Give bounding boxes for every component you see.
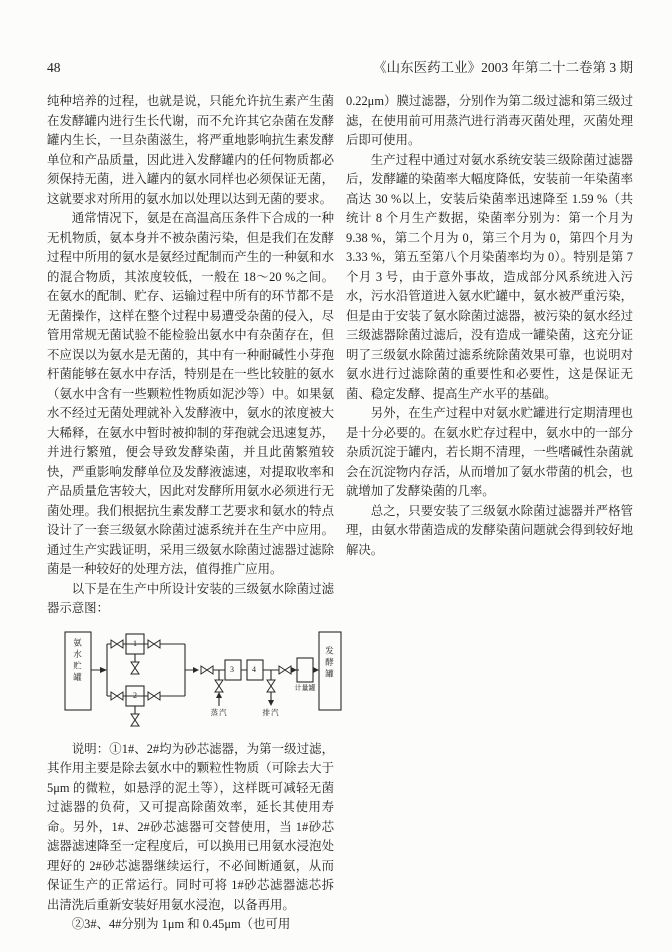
filter-3-label: 3 bbox=[230, 664, 234, 674]
paragraph-production-results: 生产过程中通过对氨水系统安装三级除菌过滤器后，发酵罐的染菌率大幅度降低，安装前一年染菌率高达 30 %以上，安装后染菌率迅速降至 1.59 %（共统计 8 个月生产数据，染菌率分别为：第一个月为 9.38 %，第二个月为 0，第三个月为 0，第四个月为 3.33 %，第五至第八个月染菌率均为 0）。特别是第 7 个月 3 号，由于意外事故，造成部分风系统进入污水，污水沿管道进入氨水贮罐中，氨水被严重污染，但是由于安装了氨水除菌过滤器，被污染的氨水经过三级滤器除菌过滤后，没有造成一罐染菌，这充分证明了三级氨水除菌过滤系统除菌效果可靠，也说明对氨水进行过滤除菌的重要性和必要性，这是保证无菌、稳定发酵、提高生产水平的基础。 bbox=[346, 152, 633, 401]
page-header bbox=[47, 56, 633, 76]
flow-diagram-drawing bbox=[55, 624, 342, 736]
filter-2-label: 2 bbox=[133, 690, 137, 700]
paragraph-diagram-note-2: ②3#、4#分别为 1μm 和 0.45μm（也可用 bbox=[71, 917, 291, 931]
paragraph-conclusion: 总之，只要安装了三级氨水除菌过滤器并严格管理，由氨水带菌造成的发酵染菌问题就会得到较好地解决。 bbox=[346, 503, 633, 557]
metering-tank-label: 计量罐 bbox=[294, 683, 316, 692]
paragraph-continuation: 纯种培养的过程，也就是说，只能允许抗生素产生菌在发酵罐内进行生长代谢，而不允许其它杂菌在发酵罐内生长，一旦杂菌滋生，将严重地影响抗生素发酵单位和产品质量，因此进入发酵罐内的任何物质都必须保持无菌，进入罐内的氨水同样也必须保证无菌，这就要求对所用的氨水加以处理以达到无菌的要求。 bbox=[47, 94, 334, 206]
paragraph-ammonia-background: 通常情况下，氨是在高温高压条件下合成的一种无机物质，氨本身并不被杂菌污染，但是我们在发酵过程中所用的氨水是氨经过配制而产生的一种氨和水的混合物质，其浓度较低，一般在 18～20 %之间。在氨水的配制、贮存、运输过程中所有的环节都不是无菌操作，这样在整个过程中易遭受杂菌的侵入，尽管用常规无菌试验不能检验出氨水中有杂菌存在，但不应误以为氨水是无菌的，其中有一种耐碱性小芽孢杆菌能够在氨水中存活，特别是在一些比较脏的氨水（氨水中含有一些颗粒性物质如泥沙等）中。如果氨水不经过无菌处理就补入发酵液中，氨水的浓度被大大稀释，在氨水中暂时被抑制的芽孢就会迅速复苏，并进行繁殖，便会导致发酵染菌，并且此菌繁殖较快，严重影响发酵单位及发酵液滤速，对提取收率和产品质量危害较大，因此对发酵所用氨水必须进行无菌处理。我们根据抗生素发酵工艺要求和氨水的特点设计了一套三级氨水除菌过滤系统并在生产中应用。通过生产实践证明，采用三级氨水除菌过滤器过滤除菌是一种较好的处理方法，值得推广应用。 bbox=[47, 211, 334, 576]
fermenter-tank-label: 发酵罐 bbox=[324, 645, 335, 680]
ammonia-storage-tank-label: 氨水贮罐 bbox=[72, 637, 83, 684]
left-column bbox=[47, 92, 334, 935]
exhaust-outlet-label: 排汽 bbox=[262, 707, 280, 717]
filter-4-label: 4 bbox=[252, 664, 256, 674]
paragraph-note-2-continuation: 0.22μm）膜过滤器，分别作为第二级过滤和第三级过滤，在使用前可用蒸汽进行消毒灭菌处理，灭菌处理后即可使用。 bbox=[346, 94, 633, 147]
right-column bbox=[346, 92, 633, 560]
flow-diagram bbox=[55, 624, 342, 736]
steam-inlet-label: 蒸汽 bbox=[210, 707, 228, 717]
filter-1-label: 1 bbox=[133, 638, 137, 648]
journal-title: 《山东医药工业》2003 年第二十二卷第 3 期 bbox=[373, 60, 633, 75]
paragraph-tank-cleaning: 另外，在生产过程中对氨水贮罐进行定期清理也是十分必要的。在氨水贮存过程中，氨水中的一部分杂质沉淀于罐内，若长期不清理，一些嗜碱性杂菌就会在沉淀物内存活，从而增加了氨水带菌的机会，也就增加了发酵染菌的几率。 bbox=[346, 406, 633, 498]
paragraph-diagram-intro: 以下是在生产中所设计安装的三级氨水除菌过滤器示意图： bbox=[47, 581, 334, 615]
page-number: 48 bbox=[47, 60, 61, 75]
paragraph-diagram-note-1: 说明：①1#、2#均为砂芯滤器，为第一级过滤，其作用主要是除去氨水中的颗粒性物质（可除去大于 5μm 的微粒，如悬浮的泥土等），这样既可减轻无菌过滤器的负荷，又可提高除菌效率，延长其使用寿命。另外，1#、2#砂芯滤器可交替使用，当 1#砂芯滤器滤速降至一定程度后，可以换用已用氨水浸泡处理好的 2#砂芯滤器继续运行，不必间断通氨，从而保证生产的正常运行。同时可将 1#砂芯滤器滤芯拆出清洗后重新安装好用氨水浸泡，以备再用。 bbox=[47, 741, 334, 912]
metering-tank-shape bbox=[297, 658, 313, 682]
